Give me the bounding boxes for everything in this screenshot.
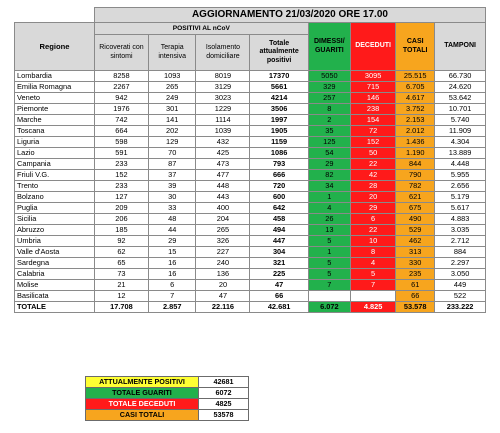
totale-positivi-cell: 1997 (250, 115, 308, 126)
terapia-cell: 15 (148, 247, 196, 258)
dimessi-cell: 257 (308, 93, 350, 104)
table-row (15, 247, 486, 258)
casi-totali-cell: 675 (396, 203, 435, 214)
dimessi-cell: 2 (308, 115, 350, 126)
header-totale-positivi: Totale attualmente positivi (250, 35, 308, 71)
ricoverati-cell: 233 (94, 159, 148, 170)
terapia-cell: 44 (148, 225, 196, 236)
total-isolamento: 22.116 (196, 302, 250, 313)
casi-totali-cell: 3.752 (396, 104, 435, 115)
totale-positivi-cell: 666 (250, 170, 308, 181)
isolamento-cell: 473 (196, 159, 250, 170)
deceduti-cell: 42 (350, 170, 395, 181)
deceduti-cell (350, 291, 395, 302)
terapia-cell: 87 (148, 159, 196, 170)
isolamento-cell: 1229 (196, 104, 250, 115)
isolamento-cell: 1114 (196, 115, 250, 126)
ricoverati-cell: 2267 (94, 82, 148, 93)
totale-positivi-cell: 642 (250, 203, 308, 214)
totale-positivi-cell: 720 (250, 181, 308, 192)
tamponi-cell: 4.883 (435, 214, 486, 225)
casi-totali-cell: 782 (396, 181, 435, 192)
legend-label-casi: CASI TOTALI (86, 410, 199, 421)
totale-positivi-cell: 4214 (250, 93, 308, 104)
table-row (15, 159, 486, 170)
total-deceduti: 4.825 (350, 302, 395, 313)
dimessi-cell: 29 (308, 159, 350, 170)
table-row (15, 236, 486, 247)
table-row (15, 181, 486, 192)
report-table-container (14, 7, 486, 313)
region-name: Basilicata (15, 291, 95, 302)
region-name: Sardegna (15, 258, 95, 269)
ricoverati-cell: 742 (94, 115, 148, 126)
region-name: Umbria (15, 236, 95, 247)
dimessi-cell: 4 (308, 203, 350, 214)
region-name: Sicilia (15, 214, 95, 225)
dimessi-cell: 8 (308, 104, 350, 115)
summary-legend (85, 376, 249, 421)
tamponi-cell: 5.617 (435, 203, 486, 214)
region-name: Friuli V.G. (15, 170, 95, 181)
region-name: Veneto (15, 93, 95, 104)
casi-totali-cell: 25.515 (396, 71, 435, 82)
terapia-cell: 48 (148, 214, 196, 225)
casi-totali-cell: 2.012 (396, 126, 435, 137)
dimessi-cell: 54 (308, 148, 350, 159)
deceduti-cell: 5 (350, 269, 395, 280)
region-name: Puglia (15, 203, 95, 214)
deceduti-cell: 50 (350, 148, 395, 159)
tamponi-cell: 884 (435, 247, 486, 258)
region-name: Campania (15, 159, 95, 170)
ricoverati-cell: 127 (94, 192, 148, 203)
table-row (15, 203, 486, 214)
header-positivi-group: POSITIVI AL nCoV (94, 23, 308, 35)
header-ricoverati: Ricoverati con sintomi (94, 35, 148, 71)
terapia-cell: 37 (148, 170, 196, 181)
ricoverati-cell: 65 (94, 258, 148, 269)
deceduti-cell: 22 (350, 159, 395, 170)
casi-totali-cell: 1.436 (396, 137, 435, 148)
isolamento-cell: 240 (196, 258, 250, 269)
legend-value-casi: 53578 (199, 410, 249, 421)
dimessi-cell: 5 (308, 258, 350, 269)
tamponi-cell: 13.889 (435, 148, 486, 159)
report-title: AGGIORNAMENTO 21/03/2020 ORE 17.00 (94, 8, 485, 23)
totale-positivi-cell: 793 (250, 159, 308, 170)
ricoverati-cell: 209 (94, 203, 148, 214)
totale-positivi-cell: 47 (250, 280, 308, 291)
total-casi: 53.578 (396, 302, 435, 313)
terapia-cell: 249 (148, 93, 196, 104)
table-row (15, 126, 486, 137)
dimessi-cell: 7 (308, 280, 350, 291)
isolamento-cell: 1039 (196, 126, 250, 137)
ricoverati-cell: 942 (94, 93, 148, 104)
casi-totali-cell: 462 (396, 236, 435, 247)
total-terapia: 2.857 (148, 302, 196, 313)
region-name: Bolzano (15, 192, 95, 203)
totale-positivi-cell: 3506 (250, 104, 308, 115)
deceduti-cell: 7 (350, 280, 395, 291)
total-label: TOTALE (15, 302, 95, 313)
isolamento-cell: 448 (196, 181, 250, 192)
totale-positivi-cell: 17370 (250, 71, 308, 82)
header-regione: Regione (15, 23, 95, 71)
tamponi-cell: 66.730 (435, 71, 486, 82)
ricoverati-cell: 233 (94, 181, 148, 192)
legend-row (86, 399, 249, 410)
legend-row (86, 388, 249, 399)
tamponi-cell: 449 (435, 280, 486, 291)
tamponi-cell: 3.035 (435, 225, 486, 236)
table-row (15, 291, 486, 302)
tamponi-cell: 53.642 (435, 93, 486, 104)
deceduti-cell: 715 (350, 82, 395, 93)
deceduti-cell: 238 (350, 104, 395, 115)
ricoverati-cell: 73 (94, 269, 148, 280)
ricoverati-cell: 62 (94, 247, 148, 258)
region-name: Calabria (15, 269, 95, 280)
totale-positivi-cell: 1159 (250, 137, 308, 148)
tamponi-cell: 3.050 (435, 269, 486, 280)
region-name: Lombardia (15, 71, 95, 82)
table-row (15, 170, 486, 181)
terapia-cell: 16 (148, 258, 196, 269)
dimessi-cell: 5 (308, 236, 350, 247)
tamponi-cell: 4.448 (435, 159, 486, 170)
isolamento-cell: 400 (196, 203, 250, 214)
dimessi-cell: 35 (308, 126, 350, 137)
terapia-cell: 1093 (148, 71, 196, 82)
totale-positivi-cell: 447 (250, 236, 308, 247)
isolamento-cell: 20 (196, 280, 250, 291)
ricoverati-cell: 1976 (94, 104, 148, 115)
region-name: Liguria (15, 137, 95, 148)
tamponi-cell: 522 (435, 291, 486, 302)
region-name: Trento (15, 181, 95, 192)
tamponi-cell: 10.701 (435, 104, 486, 115)
casi-totali-cell: 313 (396, 247, 435, 258)
table-row (15, 93, 486, 104)
deceduti-cell: 8 (350, 247, 395, 258)
casi-totali-cell: 790 (396, 170, 435, 181)
terapia-cell: 129 (148, 137, 196, 148)
isolamento-cell: 136 (196, 269, 250, 280)
dimessi-cell: 5 (308, 269, 350, 280)
isolamento-cell: 265 (196, 225, 250, 236)
total-tamponi: 233.222 (435, 302, 486, 313)
ricoverati-cell: 12 (94, 291, 148, 302)
deceduti-cell: 72 (350, 126, 395, 137)
casi-totali-cell: 330 (396, 258, 435, 269)
totale-positivi-cell: 1905 (250, 126, 308, 137)
tamponi-cell: 5.955 (435, 170, 486, 181)
tamponi-cell: 4.304 (435, 137, 486, 148)
terapia-cell: 141 (148, 115, 196, 126)
casi-totali-cell: 844 (396, 159, 435, 170)
legend-label-deceduti: TOTALE DECEDUTI (86, 399, 199, 410)
ricoverati-cell: 8258 (94, 71, 148, 82)
ricoverati-cell: 185 (94, 225, 148, 236)
region-name: Valle d'Aosta (15, 247, 95, 258)
table-row (15, 192, 486, 203)
table-row (15, 71, 486, 82)
ricoverati-cell: 206 (94, 214, 148, 225)
ricoverati-cell: 92 (94, 236, 148, 247)
isolamento-cell: 47 (196, 291, 250, 302)
dimessi-cell: 1 (308, 247, 350, 258)
table-row (15, 258, 486, 269)
dimessi-cell (308, 291, 350, 302)
table-row (15, 104, 486, 115)
terapia-cell: 7 (148, 291, 196, 302)
total-row (15, 302, 486, 313)
region-name: Molise (15, 280, 95, 291)
totale-positivi-cell: 66 (250, 291, 308, 302)
tamponi-cell: 5.740 (435, 115, 486, 126)
tamponi-cell: 11.909 (435, 126, 486, 137)
total-positivi: 42.681 (250, 302, 308, 313)
casi-totali-cell: 6.705 (396, 82, 435, 93)
tamponi-cell: 2.297 (435, 258, 486, 269)
casi-totali-cell: 621 (396, 192, 435, 203)
table-row (15, 137, 486, 148)
ricoverati-cell: 152 (94, 170, 148, 181)
deceduti-cell: 29 (350, 203, 395, 214)
dimessi-cell: 82 (308, 170, 350, 181)
totale-positivi-cell: 494 (250, 225, 308, 236)
table-row (15, 115, 486, 126)
isolamento-cell: 425 (196, 148, 250, 159)
legend-value-deceduti: 4825 (199, 399, 249, 410)
region-name: Toscana (15, 126, 95, 137)
isolamento-cell: 3129 (196, 82, 250, 93)
header-dimessi: DIMESSI/ GUARITI (308, 23, 350, 71)
casi-totali-cell: 61 (396, 280, 435, 291)
totale-positivi-cell: 5661 (250, 82, 308, 93)
terapia-cell: 6 (148, 280, 196, 291)
region-name: Lazio (15, 148, 95, 159)
region-rows (15, 71, 486, 302)
region-name: Emilia Romagna (15, 82, 95, 93)
casi-totali-cell: 235 (396, 269, 435, 280)
deceduti-cell: 146 (350, 93, 395, 104)
tamponi-cell: 24.620 (435, 82, 486, 93)
totale-positivi-cell: 458 (250, 214, 308, 225)
legend-value-positivi: 42681 (199, 377, 249, 388)
deceduti-cell: 20 (350, 192, 395, 203)
table-row (15, 280, 486, 291)
totale-positivi-cell: 1086 (250, 148, 308, 159)
ricoverati-cell: 664 (94, 126, 148, 137)
dimessi-cell: 1 (308, 192, 350, 203)
deceduti-cell: 154 (350, 115, 395, 126)
tamponi-cell: 2.712 (435, 236, 486, 247)
casi-totali-cell: 4.617 (396, 93, 435, 104)
deceduti-cell: 4 (350, 258, 395, 269)
ricoverati-cell: 591 (94, 148, 148, 159)
casi-totali-cell: 1.190 (396, 148, 435, 159)
table-row (15, 269, 486, 280)
isolamento-cell: 204 (196, 214, 250, 225)
legend-label-guariti: TOTALE GUARITI (86, 388, 199, 399)
terapia-cell: 29 (148, 236, 196, 247)
casi-totali-cell: 490 (396, 214, 435, 225)
deceduti-cell: 10 (350, 236, 395, 247)
legend-value-guariti: 6072 (199, 388, 249, 399)
isolamento-cell: 432 (196, 137, 250, 148)
total-dimessi: 6.072 (308, 302, 350, 313)
casi-totali-cell: 2.153 (396, 115, 435, 126)
total-ricoverati: 17.708 (94, 302, 148, 313)
deceduti-cell: 3095 (350, 71, 395, 82)
terapia-cell: 16 (148, 269, 196, 280)
table-row (15, 214, 486, 225)
legend-row (86, 410, 249, 421)
terapia-cell: 39 (148, 181, 196, 192)
header-isolamento: Isolamento domiciliare (196, 35, 250, 71)
terapia-cell: 265 (148, 82, 196, 93)
isolamento-cell: 326 (196, 236, 250, 247)
isolamento-cell: 3023 (196, 93, 250, 104)
dimessi-cell: 5050 (308, 71, 350, 82)
terapia-cell: 30 (148, 192, 196, 203)
legend-row (86, 377, 249, 388)
dimessi-cell: 13 (308, 225, 350, 236)
casi-totali-cell: 529 (396, 225, 435, 236)
casi-totali-cell: 66 (396, 291, 435, 302)
legend-label-positivi: ATTUALMENTE POSITIVI (86, 377, 199, 388)
header-casi-totali: CASI TOTALI (396, 23, 435, 71)
dimessi-cell: 329 (308, 82, 350, 93)
isolamento-cell: 227 (196, 247, 250, 258)
totale-positivi-cell: 225 (250, 269, 308, 280)
terapia-cell: 70 (148, 148, 196, 159)
totale-positivi-cell: 304 (250, 247, 308, 258)
deceduti-cell: 152 (350, 137, 395, 148)
deceduti-cell: 28 (350, 181, 395, 192)
deceduti-cell: 6 (350, 214, 395, 225)
tamponi-cell: 2.656 (435, 181, 486, 192)
dimessi-cell: 125 (308, 137, 350, 148)
isolamento-cell: 477 (196, 170, 250, 181)
ricoverati-cell: 21 (94, 280, 148, 291)
terapia-cell: 33 (148, 203, 196, 214)
ricoverati-cell: 598 (94, 137, 148, 148)
table-row (15, 225, 486, 236)
table-row (15, 82, 486, 93)
header-tamponi: TAMPONI (435, 23, 486, 71)
tamponi-cell: 5.179 (435, 192, 486, 203)
terapia-cell: 202 (148, 126, 196, 137)
dimessi-cell: 26 (308, 214, 350, 225)
deceduti-cell: 22 (350, 225, 395, 236)
region-name: Abruzzo (15, 225, 95, 236)
table-row (15, 148, 486, 159)
terapia-cell: 301 (148, 104, 196, 115)
dimessi-cell: 34 (308, 181, 350, 192)
header-terapia: Terapia intensiva (148, 35, 196, 71)
isolamento-cell: 8019 (196, 71, 250, 82)
covid-regions-table (14, 7, 486, 313)
region-name: Piemonte (15, 104, 95, 115)
header-deceduti: DECEDUTI (350, 23, 395, 71)
isolamento-cell: 443 (196, 192, 250, 203)
totale-positivi-cell: 321 (250, 258, 308, 269)
region-name: Marche (15, 115, 95, 126)
totale-positivi-cell: 600 (250, 192, 308, 203)
